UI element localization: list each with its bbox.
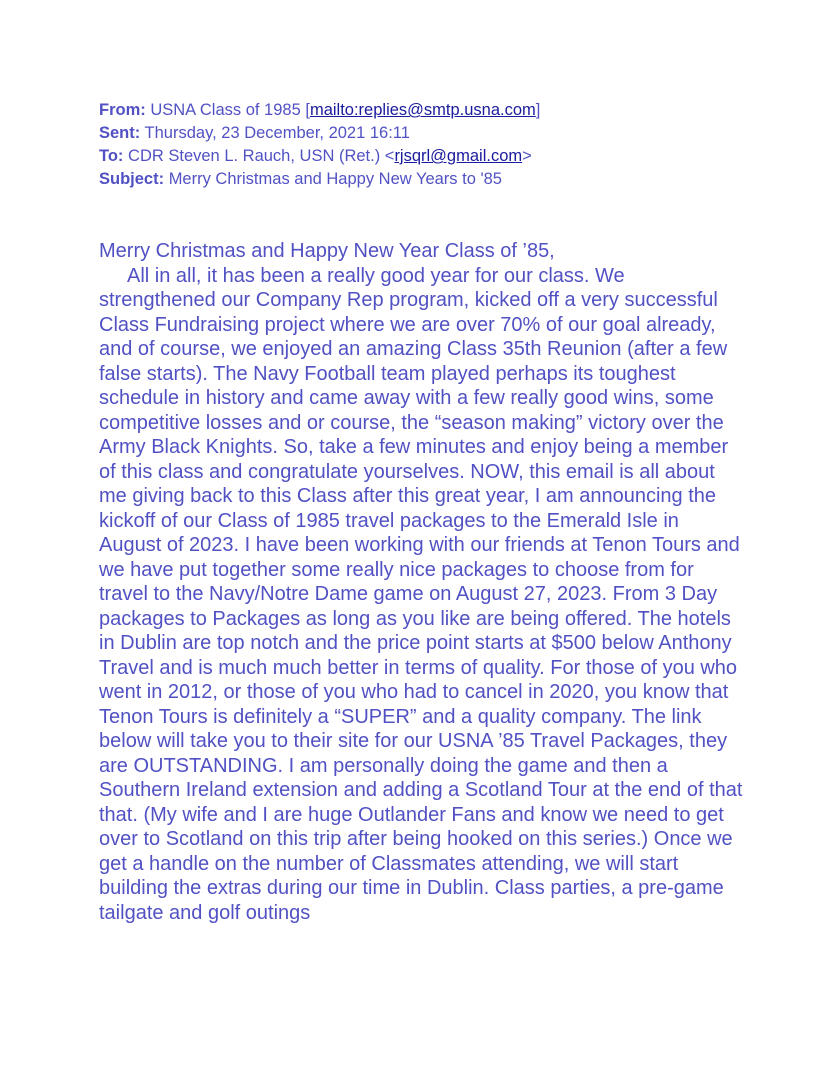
sent-label: Sent: xyxy=(99,124,141,142)
subject-line xyxy=(99,168,779,191)
message-body xyxy=(99,239,744,925)
from-label: From: xyxy=(99,101,146,119)
message-greeting: Merry Christmas and Happy New Year Class of ’85, xyxy=(99,240,555,262)
from-open-bracket: [ xyxy=(305,101,310,119)
to-close-bracket: > xyxy=(522,147,532,165)
to-line xyxy=(99,145,779,168)
from-name: USNA Class of 1985 xyxy=(150,101,301,119)
from-line xyxy=(99,99,779,122)
from-mailto-link[interactable]: mailto:replies@smtp.usna.com xyxy=(309,101,536,119)
to-open-bracket: < xyxy=(384,147,395,165)
email-header xyxy=(99,99,779,191)
from-close-bracket: ] xyxy=(535,101,541,119)
message-paragraph: All in all, it has been a really good year for our class. We strengthened our Company Rep program, kicked off a very successful Class Fundraising project where we are over 70% of our goal already, and of course, we enjoyed an amazing Class 35th Reunion (after a few false starts). The Navy Football team played perhaps its toughest schedule in history and came away with a few really good wins, some competitive losses and or course, the “season making” victory over the Army Black Knights. So, take a few minutes and enjoy being a member of this class and congratulate yourselves. NOW, this email is all about me giving back to this Class after this great year, I am announcing the kickoff of our Class of 1985 travel packages to the Emerald Isle in August of 2023. I have been working with our friends at Tenon Tours and we have put together some really nice packages to choose from for travel to the Navy/Notre Dame game on August 27, 2023. From 3 Day packages to Packages as long as you like are being offered. The hotels in Dublin are top notch and the price point starts at $500 below Anthony Travel and is much much better in terms of quality. For those of you who went in 2012, or those of you who had to cancel in 2020, you know that Tenon Tours is definitely a “SUPER” and a quality company. The link below will take you to their site for our USNA ’85 Travel Packages, they are OUTSTANDING. I am personally doing the game and then a Southern Ireland extension and adding a Scotland Tour at the end of that that. (My wife and I are huge Outlander Fans and know we need to get over to Scotland on this trip after being hooked on this series.) Once we get a handle on the number of Classmates attending, we will start building the extras during our time in Dublin. Class parties, a pre-game tailgate and golf outings xyxy=(99,264,743,924)
subject-value: Merry Christmas and Happy New Years to '85 xyxy=(168,170,502,188)
subject-label: Subject: xyxy=(99,170,165,188)
to-name: CDR Steven L. Rauch, USN (Ret.) xyxy=(128,147,381,165)
to-email-link[interactable]: rjsqrl@gmail.com xyxy=(394,147,523,165)
to-label: To: xyxy=(99,147,124,165)
sent-value: Thursday, 23 December, 2021 16:11 xyxy=(144,124,410,142)
sent-line xyxy=(99,122,779,145)
